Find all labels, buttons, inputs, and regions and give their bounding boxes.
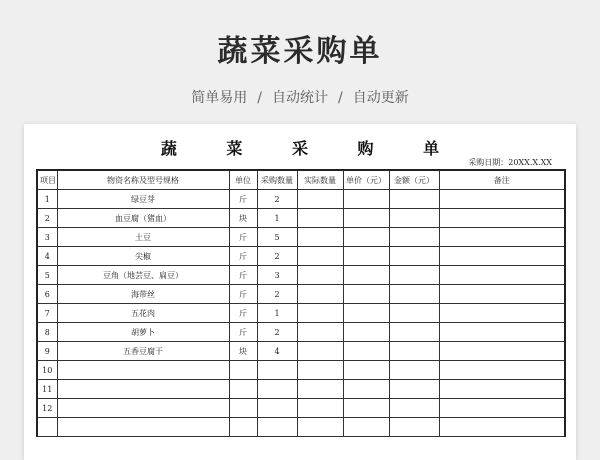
cell-col-unit-price[interactable] <box>343 266 389 285</box>
cell-col-remarks[interactable] <box>439 285 565 304</box>
cell-col-unit-price[interactable] <box>343 361 389 380</box>
cell-col-unit-price[interactable] <box>343 323 389 342</box>
subtitle-item-auto-update: 自动更新 <box>352 90 409 106</box>
header-col-amount: 金额（元） <box>389 170 439 190</box>
table-header-row <box>37 170 565 190</box>
cell-col-item-no[interactable]: 7 <box>37 304 57 323</box>
cell-col-unit-price[interactable] <box>343 209 389 228</box>
cell-col-unit[interactable]: 块 <box>229 342 257 361</box>
cell-col-item-name[interactable]: 五香豆腐干 <box>57 342 229 361</box>
cell-col-unit[interactable] <box>229 361 257 380</box>
cell-col-actual-qty[interactable] <box>297 361 343 380</box>
cell-col-actual-qty[interactable] <box>297 209 343 228</box>
cell-col-remarks[interactable] <box>439 190 565 209</box>
cell-col-remarks[interactable] <box>439 304 565 323</box>
cell-col-item-no[interactable] <box>37 418 57 437</box>
cell-col-purchase-qty[interactable]: 5 <box>257 228 297 247</box>
cell-col-item-no[interactable]: 1 <box>37 190 57 209</box>
cell-col-purchase-qty[interactable] <box>257 399 297 418</box>
cell-col-item-name[interactable]: 尖椒 <box>57 247 229 266</box>
cell-col-actual-qty[interactable] <box>297 323 343 342</box>
cell-col-purchase-qty[interactable]: 2 <box>257 190 297 209</box>
cell-col-purchase-qty[interactable]: 4 <box>257 342 297 361</box>
cell-col-remarks[interactable] <box>439 380 565 399</box>
subtitle-separator: / <box>257 90 262 106</box>
cell-col-item-no[interactable]: 11 <box>37 380 57 399</box>
cell-col-unit[interactable] <box>229 380 257 399</box>
cell-col-amount[interactable] <box>389 323 439 342</box>
table-row <box>37 228 565 247</box>
table-row <box>37 190 565 209</box>
cell-col-purchase-qty[interactable]: 2 <box>257 285 297 304</box>
cell-col-remarks[interactable] <box>439 418 565 437</box>
cell-col-item-name[interactable]: 海带丝 <box>57 285 229 304</box>
cell-col-amount[interactable] <box>389 285 439 304</box>
subtitle-separator: / <box>338 90 343 106</box>
table-row <box>37 323 565 342</box>
table-row <box>37 342 565 361</box>
cell-col-remarks[interactable] <box>439 323 565 342</box>
cell-col-actual-qty[interactable] <box>297 190 343 209</box>
cell-col-purchase-qty[interactable]: 1 <box>257 304 297 323</box>
cell-col-amount[interactable] <box>389 247 439 266</box>
cell-col-item-name[interactable] <box>57 361 229 380</box>
cell-col-item-name[interactable] <box>57 380 229 399</box>
cell-col-amount[interactable] <box>389 342 439 361</box>
cell-col-unit[interactable]: 斤 <box>229 323 257 342</box>
table-row <box>37 418 565 437</box>
cell-col-amount[interactable] <box>389 228 439 247</box>
cell-col-item-name[interactable] <box>57 399 229 418</box>
page-title: 蔬菜采购单 <box>217 34 383 69</box>
cell-col-purchase-qty[interactable]: 2 <box>257 247 297 266</box>
subtitle-item-easy: 简单易用 <box>191 90 248 106</box>
purchase-table <box>36 169 566 437</box>
cell-col-unit[interactable]: 斤 <box>229 285 257 304</box>
cell-col-remarks[interactable] <box>439 228 565 247</box>
cell-col-item-name[interactable]: 绿豆芽 <box>57 190 229 209</box>
cell-col-amount[interactable] <box>389 266 439 285</box>
cell-col-unit-price[interactable] <box>343 304 389 323</box>
cell-col-unit[interactable]: 斤 <box>229 304 257 323</box>
subtitle-item-auto-stats: 自动统计 <box>272 90 328 106</box>
sheet-title: 蔬 菜 采 购 单 <box>160 139 462 158</box>
header-col-unit-price: 单价（元） <box>343 170 389 190</box>
cell-col-item-no[interactable]: 6 <box>37 285 57 304</box>
cell-col-item-no[interactable]: 3 <box>37 228 57 247</box>
cell-col-item-no[interactable]: 9 <box>37 342 57 361</box>
table-row <box>37 285 565 304</box>
cell-col-unit-price[interactable] <box>343 190 389 209</box>
header-col-purchase-qty: 采购数量 <box>257 170 297 190</box>
table-body <box>37 190 565 437</box>
cell-col-unit[interactable]: 斤 <box>229 190 257 209</box>
header-col-unit: 单位 <box>229 170 257 190</box>
cell-col-amount[interactable] <box>389 418 439 437</box>
cell-col-unit[interactable] <box>229 418 257 437</box>
cell-col-remarks[interactable] <box>439 399 565 418</box>
header-col-item-no: 项目 <box>37 170 57 190</box>
cell-col-purchase-qty[interactable] <box>257 361 297 380</box>
table-row <box>37 247 565 266</box>
cell-col-item-name[interactable]: 土豆 <box>57 228 229 247</box>
cell-col-purchase-qty[interactable] <box>257 380 297 399</box>
header-col-item-name: 物资名称及型号规格 <box>57 170 229 190</box>
cell-col-purchase-qty[interactable]: 3 <box>257 266 297 285</box>
purchase-date: 采购日期：20XX.X.XX <box>468 158 552 167</box>
cell-col-item-name[interactable]: 胡萝卜 <box>57 323 229 342</box>
cell-col-unit[interactable]: 块 <box>229 209 257 228</box>
page-subtitle <box>0 87 600 107</box>
cell-col-item-name[interactable]: 五花肉 <box>57 304 229 323</box>
cell-col-amount[interactable] <box>389 209 439 228</box>
header-col-remarks: 备注 <box>439 170 565 190</box>
cell-col-actual-qty[interactable] <box>297 399 343 418</box>
cell-col-remarks[interactable] <box>439 361 565 380</box>
cell-col-remarks[interactable] <box>439 247 565 266</box>
cell-col-unit-price[interactable] <box>343 399 389 418</box>
cell-col-item-no[interactable]: 10 <box>37 361 57 380</box>
table-row <box>37 361 565 380</box>
cell-col-amount[interactable] <box>389 304 439 323</box>
cell-col-remarks[interactable] <box>439 266 565 285</box>
table-row <box>37 266 565 285</box>
cell-col-amount[interactable] <box>389 361 439 380</box>
cell-col-item-no[interactable]: 4 <box>37 247 57 266</box>
header-col-actual-qty: 实际数量 <box>297 170 343 190</box>
cell-col-amount[interactable] <box>389 380 439 399</box>
cell-col-amount[interactable] <box>389 399 439 418</box>
cell-col-unit[interactable]: 斤 <box>229 228 257 247</box>
cell-col-actual-qty[interactable] <box>297 304 343 323</box>
purchase-sheet <box>24 124 576 460</box>
cell-col-actual-qty[interactable] <box>297 247 343 266</box>
cell-col-unit[interactable]: 斤 <box>229 247 257 266</box>
cell-col-unit-price[interactable] <box>343 228 389 247</box>
cell-col-unit-price[interactable] <box>343 342 389 361</box>
cell-col-item-no[interactable]: 2 <box>37 209 57 228</box>
cell-col-actual-qty[interactable] <box>297 380 343 399</box>
cell-col-item-no[interactable]: 5 <box>37 266 57 285</box>
cell-col-actual-qty[interactable] <box>297 285 343 304</box>
cell-col-item-name[interactable]: 血豆腐（猪血） <box>57 209 229 228</box>
cell-col-purchase-qty[interactable]: 2 <box>257 323 297 342</box>
cell-col-remarks[interactable] <box>439 342 565 361</box>
cell-col-actual-qty[interactable] <box>297 266 343 285</box>
cell-col-unit-price[interactable] <box>343 285 389 304</box>
cell-col-actual-qty[interactable] <box>297 418 343 437</box>
cell-col-remarks[interactable] <box>439 209 565 228</box>
cell-col-item-name[interactable] <box>57 418 229 437</box>
table-row <box>37 399 565 418</box>
cell-col-actual-qty[interactable] <box>297 228 343 247</box>
cell-col-unit-price[interactable] <box>343 247 389 266</box>
cell-col-actual-qty[interactable] <box>297 342 343 361</box>
cell-col-item-no[interactable]: 12 <box>37 399 57 418</box>
cell-col-item-name[interactable]: 豆角（地芸豆、扁豆） <box>57 266 229 285</box>
table-row <box>37 380 565 399</box>
cell-col-unit-price[interactable] <box>343 380 389 399</box>
cell-col-item-no[interactable]: 8 <box>37 323 57 342</box>
cell-col-amount[interactable] <box>389 190 439 209</box>
cell-col-unit[interactable]: 斤 <box>229 266 257 285</box>
cell-col-purchase-qty[interactable]: 1 <box>257 209 297 228</box>
table-row <box>37 209 565 228</box>
cell-col-purchase-qty[interactable] <box>257 418 297 437</box>
cell-col-unit[interactable] <box>229 399 257 418</box>
cell-col-unit-price[interactable] <box>343 418 389 437</box>
table-row <box>37 304 565 323</box>
